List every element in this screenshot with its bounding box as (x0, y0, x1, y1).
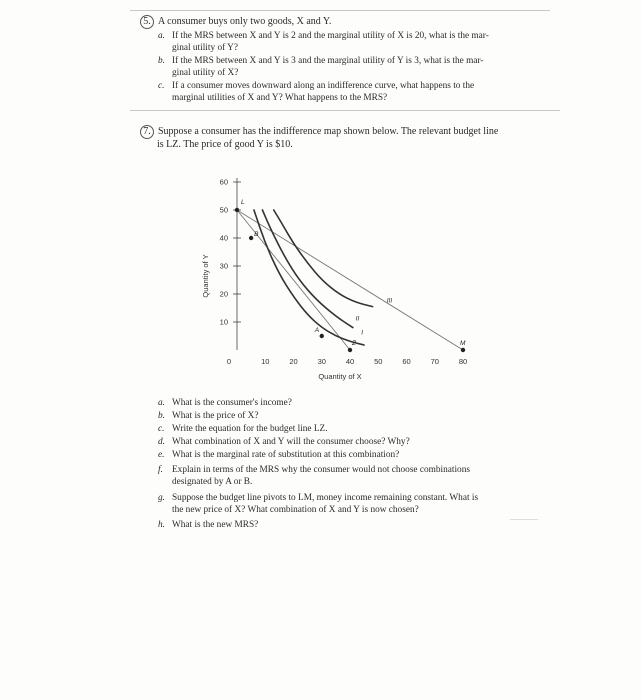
part-text: What is the marginal rate of substitution at this combination? (172, 450, 400, 460)
question-5-stem (140, 15, 331, 29)
middle-divider (130, 110, 560, 111)
question-7d (158, 437, 410, 449)
part-text-line-2: ginal utility of X? (172, 67, 239, 78)
part-letter: b. (158, 56, 165, 66)
part-text-line-2: marginal utilities of X and Y? What happens to the MRS? (172, 92, 388, 103)
question-7c (158, 424, 328, 436)
part-text-line-2: the new price of X? What combination of X and Y is now chosen? (172, 504, 419, 515)
point-label-b: B (254, 231, 259, 238)
question-5c (158, 81, 474, 104)
y-tick-label: 50 (219, 205, 228, 215)
question-7-stem (140, 125, 498, 151)
question-7-text-line-2: is LZ. The price of good Y is $10. (157, 139, 293, 150)
x-tick-label: 20 (289, 357, 298, 366)
part-letter: a. (158, 31, 165, 41)
question-5b (158, 56, 483, 79)
question-7h (158, 520, 258, 532)
part-text-line-1: If a consumer moves downward along an indifference curve, what happens to the (172, 81, 475, 91)
point-m (461, 348, 465, 352)
question-7e (158, 450, 399, 462)
y-tick-label: 60 (219, 177, 228, 187)
part-letter: c. (158, 424, 165, 434)
part-letter: g. (158, 493, 165, 503)
question-5-text: A consumer buys only two goods, X and Y. (158, 16, 332, 27)
y-tick-label: 10 (219, 317, 228, 327)
x-tick-label: 80 (458, 357, 468, 366)
indifference-curve-ii (262, 210, 352, 328)
indifference-curve-iii (274, 210, 373, 307)
y-axis-title: Quantity of Y (201, 254, 210, 298)
part-text-line-1: If the MRS between X and Y is 2 and the marginal utility of X is 20, what is the mar- (172, 31, 489, 41)
question-7g (158, 493, 478, 516)
question-7a (158, 398, 292, 410)
question-7-text-line-1: Suppose a consumer has the indifference map shown below. The relevant budget line (158, 126, 499, 137)
y-tick-label: 40 (219, 233, 228, 243)
faint-mark (510, 519, 538, 520)
x-tick-label: 30 (317, 357, 326, 366)
x-tick-label: 60 (402, 357, 411, 366)
point-l (235, 208, 239, 212)
part-text: Write the equation for the budget line LZ. (172, 424, 328, 434)
curve-label-ii: II (355, 315, 360, 323)
x-tick-label: 0 (226, 357, 232, 366)
question-5-number: 5. (140, 15, 154, 29)
x-tick-label: 70 (430, 357, 439, 366)
part-letter: c. (158, 81, 165, 91)
point-label-l: L (241, 199, 245, 206)
part-letter: b. (158, 411, 165, 421)
indifference-map-chart (190, 170, 480, 395)
part-letter: h. (158, 520, 165, 530)
part-letter: d. (158, 437, 165, 447)
point-a (320, 334, 324, 338)
point-label-m: M (460, 340, 466, 347)
part-text-line-1: Suppose the budget line pivots to LM, money income remaining constant. What is (172, 493, 479, 503)
top-divider (130, 10, 550, 11)
question-7b (158, 411, 258, 423)
part-letter: e. (158, 450, 165, 460)
part-text: What combination of X and Y will the consumer choose? Why? (172, 437, 410, 447)
part-text-line-2: ginal utility of Y? (172, 42, 239, 53)
part-text-line-2: designated by A or B. (172, 476, 253, 487)
curve-label-i: I (361, 329, 364, 337)
part-text-line-1: If the MRS between X and Y is 3 and the marginal utility of Y is 3, what is the mar- (172, 56, 484, 66)
part-letter: f. (158, 465, 163, 475)
point-label-a: A (314, 327, 320, 334)
question-5a (158, 31, 489, 54)
y-tick-label: 20 (219, 289, 228, 299)
question-7f (158, 465, 470, 488)
part-text: What is the consumer's income? (172, 398, 292, 408)
point-z (348, 348, 352, 352)
x-tick-label: 10 (261, 357, 270, 366)
part-text: What is the new MRS? (172, 520, 259, 530)
x-tick-label: 40 (345, 357, 355, 366)
part-text: What is the price of X? (172, 411, 259, 421)
x-tick-label: 50 (374, 357, 383, 366)
part-text-line-1: Explain in terms of the MRS why the consumer would not choose combinations (172, 465, 470, 475)
question-7-number: 7. (140, 125, 154, 139)
point-b (249, 236, 253, 240)
point-label-z: Z (352, 340, 356, 347)
part-letter: a. (158, 398, 165, 408)
curve-label-iii: III (386, 297, 393, 305)
x-axis-title: Quantity of X (318, 372, 362, 381)
y-tick-label: 30 (219, 261, 228, 271)
